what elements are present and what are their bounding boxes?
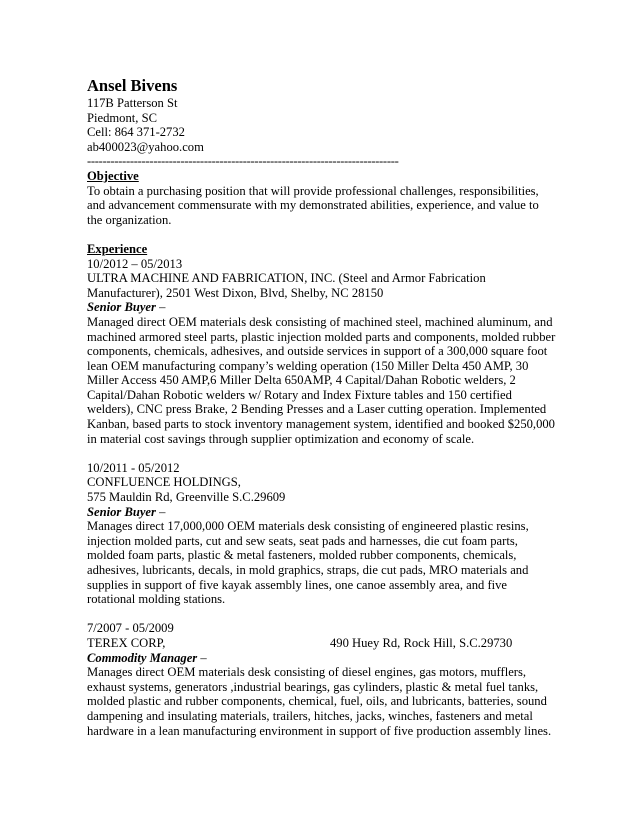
job-title: [87, 505, 557, 520]
job-entry: [87, 621, 557, 738]
section-spacer: [87, 227, 557, 242]
address-line-1: 117B Patterson St: [87, 96, 178, 110]
job-company-line-2: 575 Mauldin Rd, Greenville S.C.29609: [87, 490, 286, 505]
experience-heading: Experience: [87, 241, 148, 256]
job-company-line-2: Manufacturer), 2501 West Dixon, Blvd, Shelby, NC 28150: [87, 285, 384, 300]
cell-phone: Cell: 864 371-2732: [87, 125, 185, 140]
job-dates: 10/2011 - 05/2012: [87, 460, 180, 475]
job-title-text: Senior Buyer: [87, 504, 156, 519]
job-title-dash: –: [155, 300, 166, 315]
experience-section: [87, 242, 557, 738]
job-title-dash: –: [155, 504, 166, 519]
job-spacer: [87, 446, 557, 461]
header-divider: --------------------------------------------------------------------------------: [87, 154, 399, 169]
job-company-line-1: CONFLUENCE HOLDINGS,: [87, 475, 241, 490]
job-description: Manages direct OEM materials desk consisting of diesel engines, gas motors, mufflers, exhaust systems, generators ,industrial bearings, gas cylinders, plastic & metal fuel tanks, molded plastic and rubber components, chemical, fuel, oils, and lubricants, batteries, sound dampening and insulating materials, trailers, hitches, jacks, winches, fasteners and metal hardware in a lean manufacturing environment in support of five production assembly lines.: [87, 665, 552, 738]
job-spacer: [87, 607, 557, 622]
job-address: 490 Huey Rd, Rock Hill, S.C.29730: [330, 635, 513, 650]
address-line-2: Piedmont, SC: [87, 110, 157, 125]
job-title: [87, 300, 557, 315]
job-company-row: [87, 636, 557, 651]
job-title: [87, 651, 557, 666]
job-dates: 7/2007 - 05/2009: [87, 621, 174, 636]
email-address: ab400023@yahoo.com: [87, 139, 204, 154]
job-dates: 10/2012 – 05/2013: [87, 256, 183, 271]
objective-text: To obtain a purchasing position that will provide professional challenges, responsibilities, and advancement commensurate with my demonstrated abilities, experience, and value to the organization.: [87, 183, 539, 227]
resume-page: [87, 76, 557, 738]
job-title-text: Commodity Manager: [87, 650, 198, 665]
job-entry: [87, 257, 557, 447]
job-company: TEREX CORP,: [87, 635, 166, 650]
contact-block: [87, 76, 557, 169]
job-description: Manages direct 17,000,000 OEM materials desk consisting of engineered plastic resins, injection molded parts, cut and sew seats, seat pads and harnesses, die cut foam parts, molded foam parts, plastic & metal fasteners, molded rubber components, chemicals, adhesives, lubricants, decals, in mold graphics, straps, die cut pads, MRO materials and supplies in support of five kayak assembly lines, one canoe assembly area, and five rotational molding stations.: [87, 519, 529, 607]
objective-section: [87, 169, 557, 227]
job-entry: [87, 461, 557, 607]
applicant-name: Ansel Bivens: [87, 76, 178, 95]
job-description: Managed direct OEM materials desk consisting of machined steel, machined aluminum, and machined armored steel parts, plastic injection molded parts and components, molded rubber components, chemicals, adhesives, and outside services in support of a 300,000 square foot lean OEM manufacturing company’s welding operation (150 Miller Delta 450 AMP, 30 Miller Access 450 AMP,6 Miller Delta 650AMP, 4 Capital/Dahan Robotic welders, 2 Capital/Dahan Robotic welders w/ Rotary and Index Fixture tables and 150 certified welders), CNC press Brake, 2 Bending Presses and a Laser cutting operation. Implemented Kanban, based parts to stock inventory management system, identified and booked $250,000 in material cost savings through supplier optimization and economy of scale.: [87, 314, 556, 446]
job-company-line-1: ULTRA MACHINE AND FABRICATION, INC. (Steel and Armor Fabrication: [87, 271, 486, 286]
job-title-text: Senior Buyer: [87, 300, 156, 315]
job-title-dash: –: [197, 650, 207, 665]
objective-heading: Objective: [87, 168, 139, 183]
